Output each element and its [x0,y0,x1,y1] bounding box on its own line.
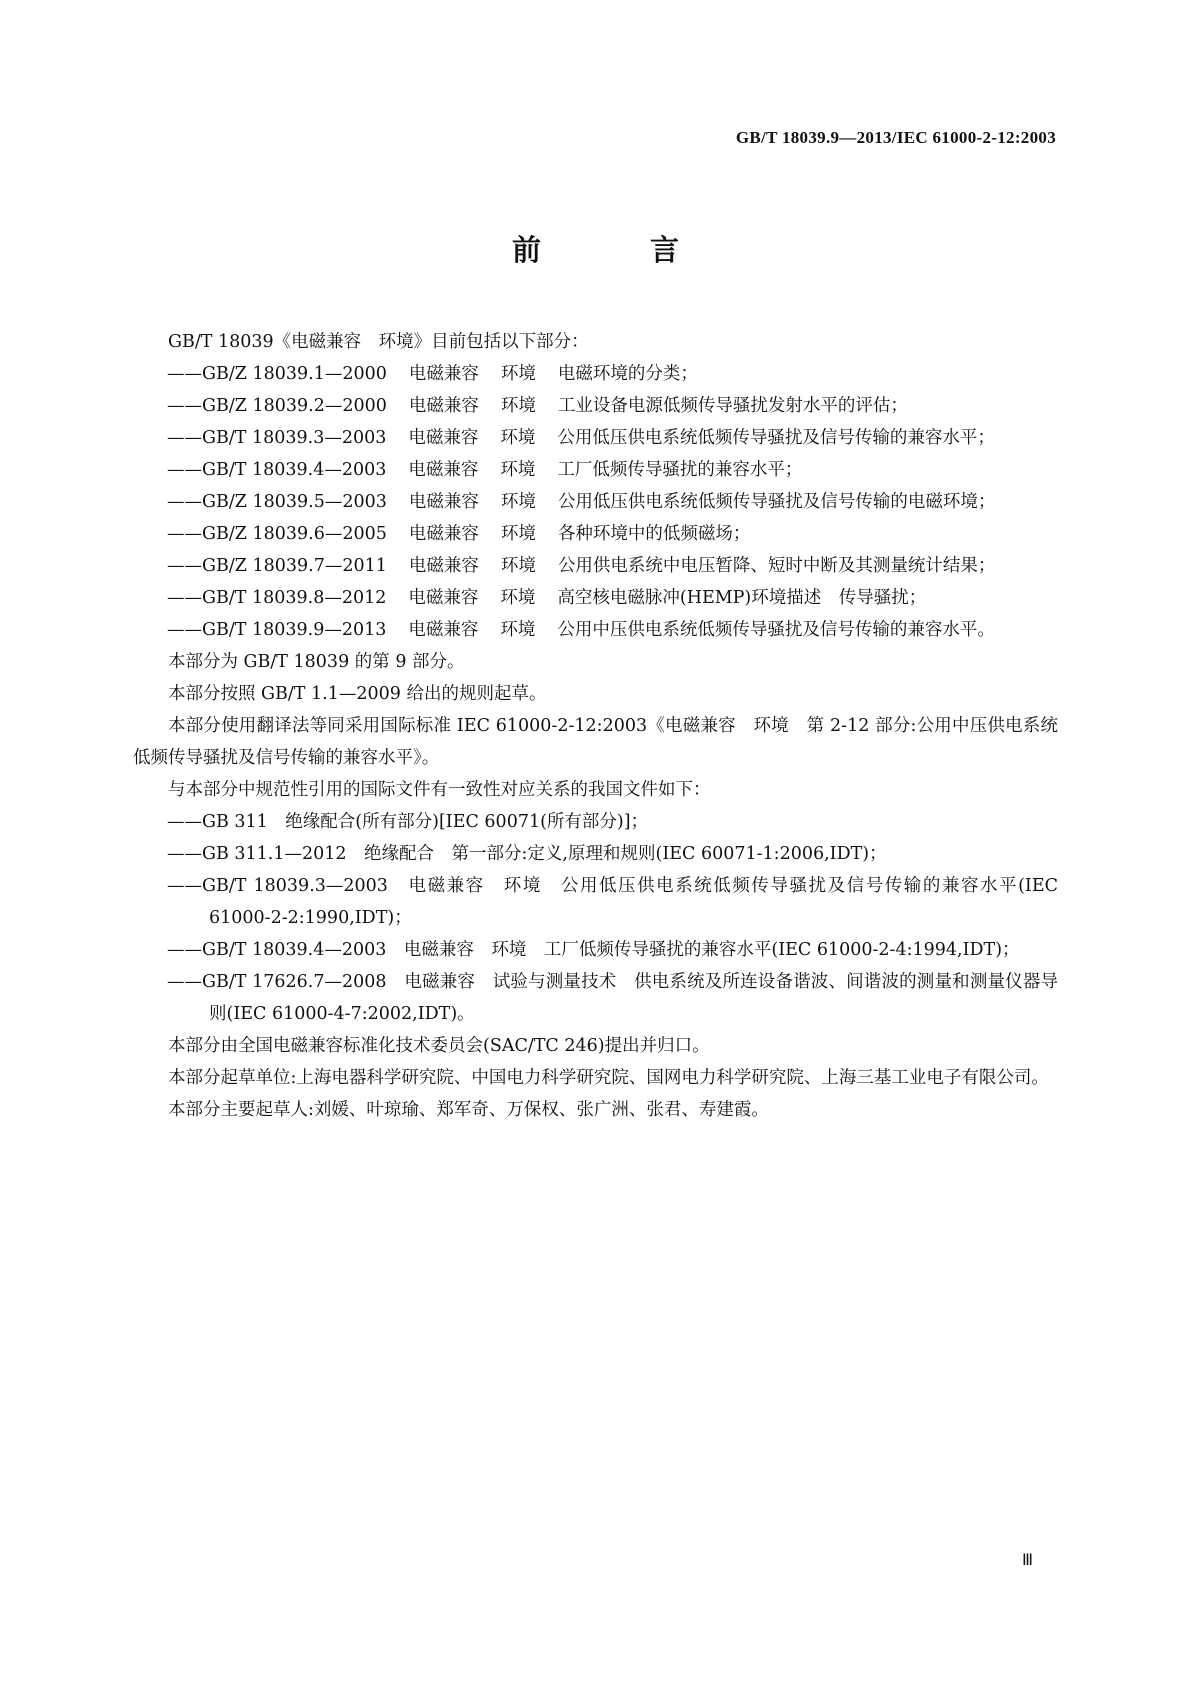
list-item: ——GB/T 18039.3—2003 电磁兼容 环境 公用低压供电系统低频传导骚扰及信号传输的兼容水平； [167,428,995,448]
document-body [133,326,1058,1126]
parts-list [133,358,1058,646]
references-intro-paragraph: 与本部分中规范性引用的国际文件有一致性对应关系的我国文件如下： [168,780,711,800]
intro-paragraph: GB/T 18039《电磁兼容 环境》目前包括以下部分： [168,332,589,352]
list-item: ——GB/T 18039.3—2003 电磁兼容 环境 公用低压供电系统低频传导骚扰及信号传输的兼容水平(IEC 61000-2-2:1990,IDT)； [167,876,1058,928]
part-number-paragraph: 本部分为 GB/T 18039 的第 9 部分。 [168,652,465,672]
references-list [133,806,1058,1030]
list-item: ——GB/T 17626.7—2008 电磁兼容 试验与测量技术 供电系统及所连设备谐波、间谐波的测量和测量仪器导则(IEC 61000-4-7:2002,IDT)。 [167,972,1058,1024]
drafters-paragraph: 本部分主要起草人:刘媛、叶琼瑜、郑军奇、万保权、张广洲、张君、寿建霞。 [168,1100,769,1120]
drafting-units-paragraph: 本部分起草单位:上海电器科学研究院、中国电力科学研究院、国网电力科学研究院、上海三基工业电子有限公司。 [168,1068,1049,1088]
list-item: ——GB/T 18039.4—2003 电磁兼容 环境 工厂低频传导骚扰的兼容水平(IEC 61000-2-4:1994,IDT)； [167,940,1020,960]
list-item: ——GB/Z 18039.7—2011 电磁兼容 环境 公用供电系统中电压暂降、短时中断及其测量统计结果； [167,556,996,576]
page-title: 前 言 [511,233,719,267]
list-item: ——GB/Z 18039.6—2005 电磁兼容 环境 各种环境中的低频磁场； [167,524,751,544]
list-item: ——GB/Z 18039.1—2000 电磁兼容 环境 电磁环境的分类； [167,364,698,384]
list-item: ——GB 311.1—2012 绝缘配合 第一部分:定义,原理和规则(IEC 60071-1:2006,IDT)； [167,844,887,864]
page-number: Ⅲ [1021,1552,1033,1569]
drafting-rules-paragraph: 本部分按照 GB/T 1.1—2009 给出的规则起草。 [168,684,547,704]
document-header: GB/T 18039.9—2013/IEC 61000-2-12:2003 [735,128,1056,147]
list-item: ——GB/Z 18039.2—2000 电磁兼容 环境 工业设备电源低频传导骚扰发射水平的评估； [167,396,908,416]
list-item: ——GB/T 18039.4—2003 电磁兼容 环境 工厂低频传导骚扰的兼容水平； [167,460,803,480]
list-item: ——GB/T 18039.9—2013 电磁兼容 环境 公用中压供电系统低频传导骚扰及信号传输的兼容水平。 [167,620,995,640]
list-item: ——GB/T 18039.8—2012 电磁兼容 环境 高空核电磁脉冲(HEMP)环境描述 传导骚扰； [167,588,927,608]
list-item: ——GB 311 绝缘配合(所有部分)[IEC 60071(所有部分)]； [167,812,649,832]
translation-paragraph: 本部分使用翻译法等同采用国际标准 IEC 61000-2-12:2003《电磁兼容 环境 第 2-12 部分:公用中压供电系统低频传导骚扰及信号传输的兼容水平》。 [133,716,1058,768]
list-item: ——GB/Z 18039.5—2003 电磁兼容 环境 公用低压供电系统低频传导骚扰及信号传输的电磁环境； [167,492,996,512]
proposed-by-paragraph: 本部分由全国电磁兼容标准化技术委员会(SAC/TC 246)提出并归口。 [168,1036,710,1056]
